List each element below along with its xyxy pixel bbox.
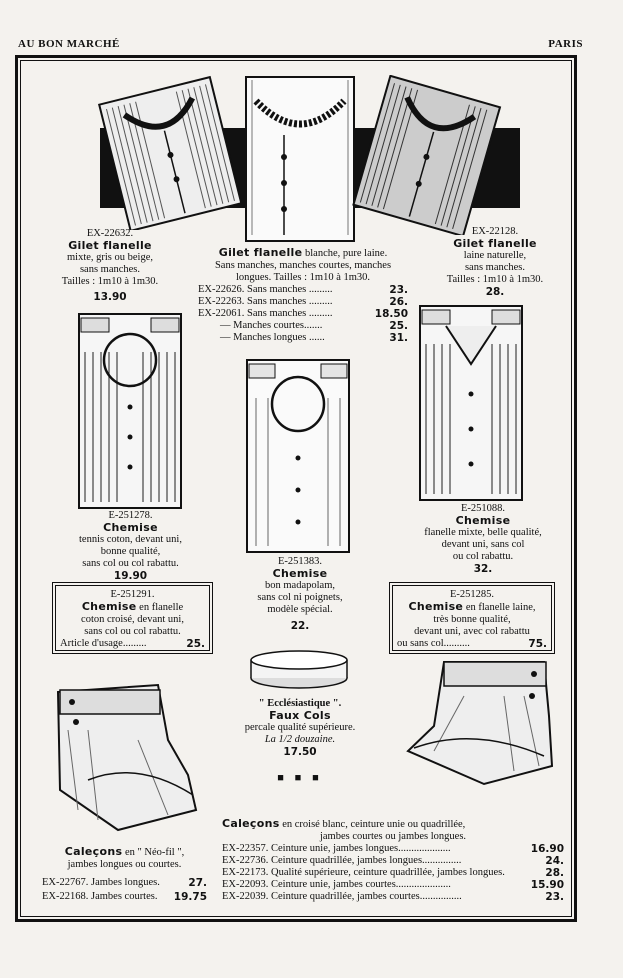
- gilet-center-line: Sans manches, manches courtes, manches: [214, 260, 392, 271]
- calecons-right-row-price: 24.: [545, 855, 564, 867]
- chemise-right-title: Chemise: [455, 514, 511, 527]
- box-right-title: Chemise: [408, 600, 464, 613]
- collar-quote: " Ecclésiastique ".: [258, 698, 342, 709]
- chemise-left-line: tennis coton, devant uni,: [79, 534, 182, 545]
- calecons-right-row-price: 16.90: [530, 843, 564, 855]
- chemise-left-ref: E-251278.: [108, 510, 153, 521]
- box-left-row-label: Article d'usage.........: [60, 638, 147, 649]
- gilet-left-block: [30, 228, 190, 303]
- gilet-right-line: Tailles : 1m10 à 1m30.: [446, 274, 544, 285]
- gilet-center-title: Gilet flanelle: [218, 246, 303, 259]
- chemise-center-line: bon madapolam,: [265, 580, 335, 591]
- gilet-center-variant: — Manches courtes.......: [220, 320, 323, 331]
- gilet-right-line: laine naturelle,: [463, 250, 527, 261]
- calecons-left-title-rest: en " Néo-fil ",: [122, 847, 185, 858]
- chemise-right-price: 32.: [473, 563, 493, 575]
- box-right-title-rest: en flanelle laine,: [463, 602, 536, 613]
- calecons-right-row-label: EX-22357. Ceinture unie, jambes longues....................: [222, 843, 451, 854]
- box-left: [55, 585, 210, 651]
- box-right-row-label: ou sans col..........: [397, 638, 470, 649]
- chemise-right-line: ou col rabattu.: [452, 551, 514, 562]
- calecons-right-block: [222, 818, 564, 903]
- gilet-center-line: longues. Tailles : 1m10 à 1m30.: [235, 272, 371, 283]
- header-city: PARIS: [548, 38, 583, 50]
- collar-illustration: [248, 648, 350, 690]
- gilet-center-variant-price: 18.50: [374, 308, 408, 320]
- calecons-right-row-price: 15.90: [530, 879, 564, 891]
- gilet-left-line: mixte, gris ou beige,: [66, 252, 154, 263]
- collar-qty: La 1/2 douzaine.: [264, 734, 336, 745]
- gilet-center-desc: blanche, pure laine.: [302, 248, 388, 259]
- collar-desc: percale qualité supérieure.: [244, 722, 356, 733]
- gilet-right-ref: EX-22128.: [471, 226, 519, 237]
- calecons-left-row-price: 19.75: [173, 891, 207, 903]
- gilet-left-price: 13.90: [93, 291, 127, 303]
- calecons-right-row-label: EX-22039. Ceinture quadrillée, jambes courtes................: [222, 891, 462, 902]
- chemise-center-ref: E-251383.: [277, 556, 323, 567]
- chemise-left-illustration: [75, 312, 185, 510]
- collar-block: [225, 698, 375, 784]
- gilet-center-variant-price: 23.: [389, 284, 408, 296]
- gilet-center-variant: EX-22061. Sans manches .........: [198, 308, 333, 319]
- calecons-left-line: jambes longues ou courtes.: [67, 859, 182, 870]
- calecons-right-illustration: [404, 656, 554, 786]
- chemise-center-price: 22.: [290, 620, 310, 632]
- collar-price: 17.50: [283, 746, 317, 758]
- gilet-right-title: Gilet flanelle: [453, 237, 537, 250]
- gilet-left-title: Gilet flanelle: [68, 239, 152, 252]
- box-right-ref: E-251285.: [449, 589, 495, 600]
- gilet-right-price: 28.: [485, 286, 505, 298]
- gilet-right-line: sans manches.: [464, 262, 526, 273]
- calecons-left-block: [42, 846, 207, 903]
- box-left-line: coton croisé, devant uni,: [81, 614, 184, 625]
- calecons-left-title: Caleçons: [64, 845, 123, 858]
- calecons-right-row-label: EX-22173. Qualité supérieure, ceinture quadrillée, jambes longues.: [222, 867, 505, 878]
- collar-title: Faux Cols: [269, 709, 331, 722]
- chemise-center-title: Chemise: [272, 567, 328, 580]
- calecons-right-row-price: 28.: [545, 867, 564, 879]
- calecons-left-row-price: 27.: [188, 877, 207, 889]
- gilet-center-variant-price: 26.: [389, 296, 408, 308]
- chemise-right-illustration: [416, 304, 526, 502]
- box-left-title: Chemise: [81, 600, 137, 613]
- gilet-left-ref: EX-22632.: [86, 228, 134, 239]
- gilet-center-variant: EX-22263. Sans manches .........: [198, 296, 333, 307]
- chemise-left-block: [48, 510, 213, 582]
- chemise-right-ref: E-251088.: [460, 503, 506, 514]
- box-left-title-rest: en flanelle: [136, 602, 184, 613]
- calecons-right-title: Caleçons: [222, 818, 280, 830]
- gilet-left-line: sans manches.: [79, 264, 141, 275]
- gilet-right-illustration: [352, 75, 502, 235]
- calecons-right-title-rest: en croisé blanc, ceinture unie ou quadrillée,: [279, 819, 466, 830]
- chemise-left-title: Chemise: [103, 521, 158, 534]
- chemise-center-line: sans col ni poignets,: [257, 592, 343, 603]
- gilet-center-variant-price: 25.: [389, 320, 408, 332]
- gilet-left-line: Tailles : 1m10 à 1m30.: [61, 276, 159, 287]
- bullet-separator: ■ ■ ■: [277, 772, 323, 784]
- chemise-center-illustration: [244, 358, 352, 554]
- calecons-right-row-price: 23.: [545, 891, 564, 903]
- gilet-center-variant-price: 31.: [389, 332, 408, 344]
- box-left-line: sans col ou col rabattu.: [84, 626, 181, 637]
- calecons-left-illustration: [48, 680, 198, 835]
- box-right: [392, 585, 552, 651]
- chemise-left-line: bonne qualité,: [100, 546, 161, 557]
- calecons-left-row-label: EX-22767. Jambes longues.: [42, 877, 160, 888]
- chemise-center-block: [220, 556, 380, 632]
- gilet-center-block: [198, 247, 408, 344]
- chemise-left-line: sans col ou col rabattu.: [82, 558, 179, 569]
- header-store-name: AU BON MARCHÉ: [18, 38, 120, 50]
- calecons-left-row-label: EX-22168. Jambes courtes.: [42, 891, 158, 902]
- chemise-right-line: devant uni, sans col: [441, 539, 525, 550]
- chemise-center-line: modèle spécial.: [267, 604, 333, 615]
- calecons-right-row-label: EX-22736. Ceinture quadrillée, jambes longues...............: [222, 855, 462, 866]
- gilet-left-illustration: [95, 75, 245, 230]
- gilet-center-illustration: [244, 75, 356, 243]
- box-right-line: devant uni, avec col rabattu: [414, 626, 530, 637]
- box-left-ref: E-251291.: [110, 589, 155, 600]
- chemise-right-block: [398, 503, 568, 575]
- chemise-right-line: flanelle mixte, belle qualité,: [424, 527, 542, 538]
- gilet-right-block: [425, 226, 565, 298]
- chemise-left-price: 19.90: [113, 570, 148, 582]
- box-right-line: très bonne qualité,: [433, 614, 511, 625]
- calecons-right-line: jambes courtes ou jambes longues.: [319, 831, 467, 842]
- gilet-center-variant: EX-22626. Sans manches .........: [198, 284, 333, 295]
- box-right-price: 75.: [528, 638, 547, 650]
- gilet-center-variant: — Manches longues ......: [220, 332, 325, 343]
- calecons-right-row-label: EX-22093. Ceinture unie, jambes courtes.....................: [222, 879, 451, 890]
- box-left-price: 25.: [186, 638, 205, 650]
